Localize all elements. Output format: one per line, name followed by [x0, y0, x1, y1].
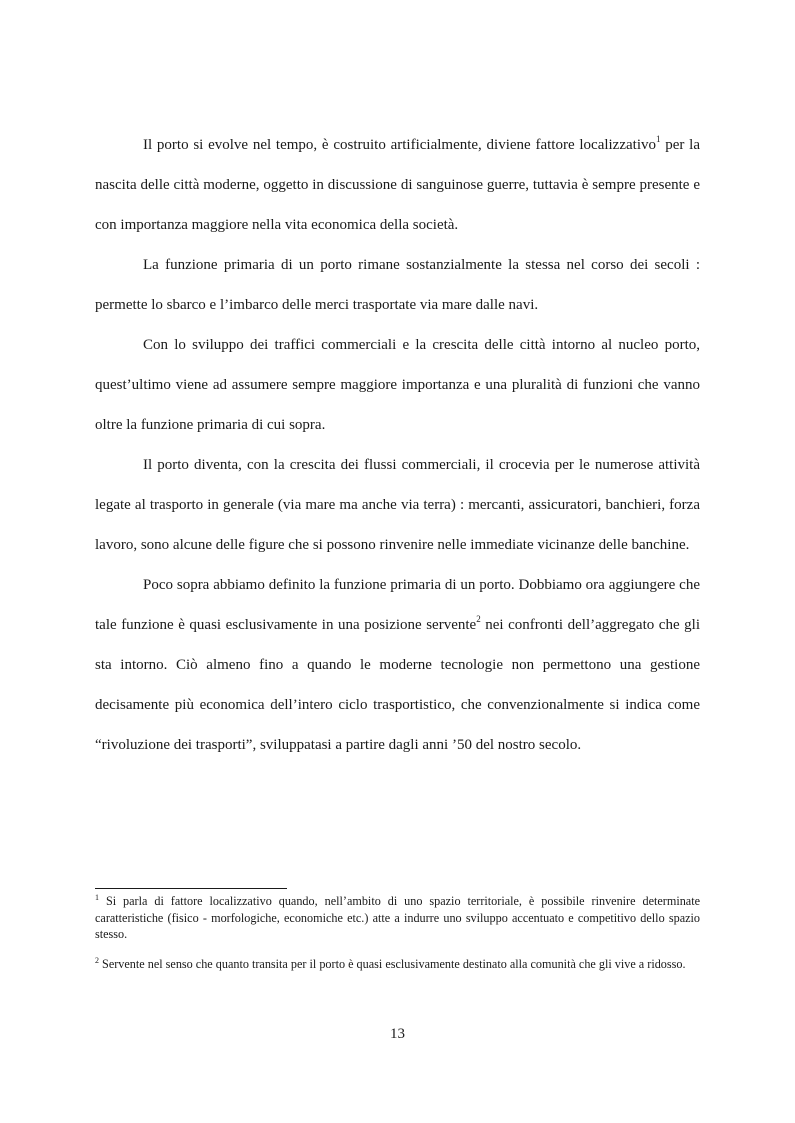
paragraph-5 [95, 565, 700, 765]
paragraph-2: La funzione primaria di un porto rimane sostanzialmente la stessa nel corso dei secoli : permette lo sbarco e l’imbarco delle merci trasportate via mare dalle navi. [95, 257, 700, 313]
body-text [95, 125, 700, 765]
footnote-2-mark: 2 [95, 955, 99, 965]
paragraph-3: Con lo sviluppo dei traffici commerciali e la crescita delle città intorno al nucleo porto, quest’ultimo viene ad assumere sempre maggiore importanza e una pluralità di funzioni che vanno oltre la funzione primaria di cui sopra. [95, 337, 700, 433]
paragraph-1-text-a: Il porto si evolve nel tempo, è costruito artificialmente, diviene fattore localizzativo [143, 137, 656, 153]
footnote-1 [95, 893, 700, 943]
footnote-ref-2: 2 [476, 614, 481, 624]
paragraph-1 [95, 125, 700, 245]
footnote-2 [95, 956, 700, 973]
footnote-1-mark: 1 [95, 893, 99, 902]
paragraph-4: Il porto diventa, con la crescita dei flussi commerciali, il crocevia per le numerose attività legate al trasporto in generale (via mare ma anche via terra) : mercanti, assicuratori, banchieri, forza lavoro, sono alcune delle figure che si possono rinvenire nelle immediate vicinanze delle banchine. [95, 457, 700, 553]
footnote-ref-1: 1 [656, 134, 661, 144]
footnotes [95, 893, 700, 972]
footnote-separator [95, 888, 287, 889]
footnote-2-text: Servente nel senso che quanto transita per il porto è quasi esclusivamente destinato alla comunità che gli vive a ridosso. [99, 956, 686, 971]
paragraph-1-text-b: per la nascita delle città moderne, oggetto in discussione di sanguinose guerre, tuttavia è sempre presente e con importanza maggiore nella vita economica della società. [95, 137, 700, 233]
paragraph-5-text-b: nei confronti dell’aggregato che gli sta intorno. Ciò almeno fino a quando le moderne tecnologie non permettono una gestione decisamente più economica dell’intero ciclo trasportistico, che convenzionalmente si indica come “rivoluzione dei trasporti”, sviluppatasi a partire dagli anni ’50 del nostro secolo. [95, 617, 700, 753]
footnote-1-text: Si parla di fattore localizzativo quando, nell’ambito di uno spazio territoriale, è possibile rinvenire determinate caratteristiche (fisico - morfologiche, economiche etc.) atte a indurre uno sviluppo accentuato e competitivo dello spazio stesso. [95, 894, 700, 941]
paragraph-5-text-a: Poco sopra abbiamo definito la funzione primaria di un porto. Dobbiamo ora aggiungere che tale funzione è quasi esclusivamente in una posizione servente [95, 577, 700, 633]
page-number: 13 [390, 1026, 405, 1042]
